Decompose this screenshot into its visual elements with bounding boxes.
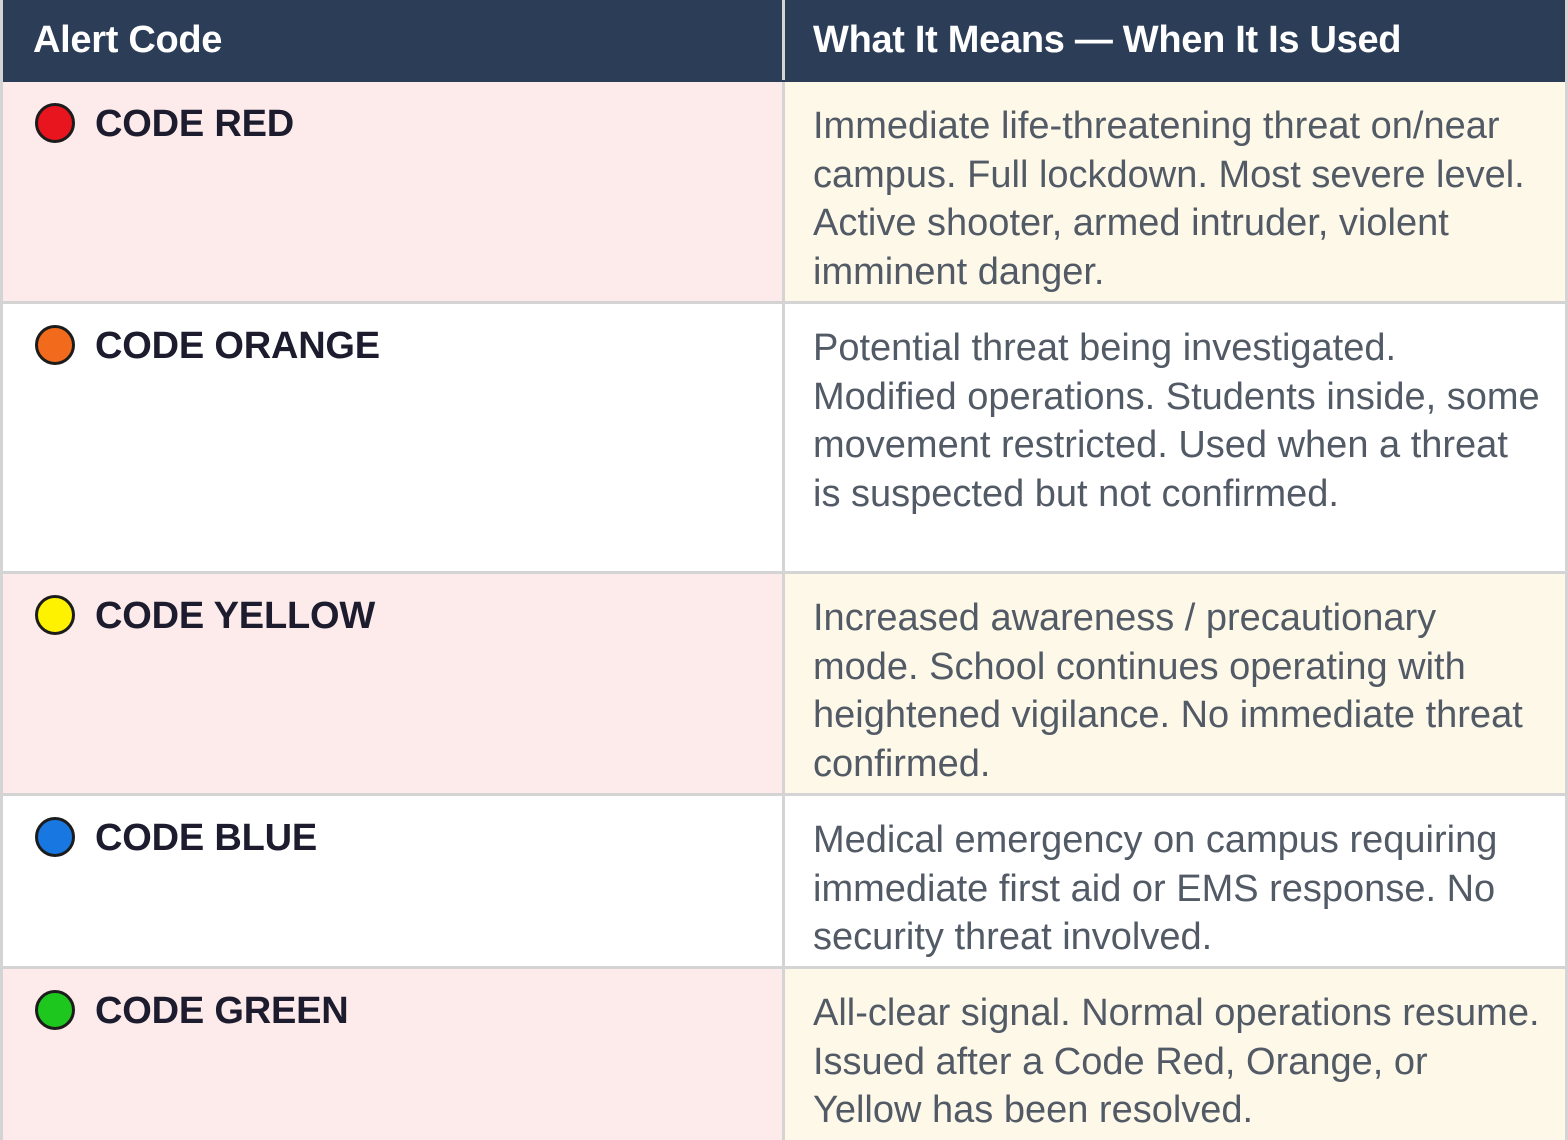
description-cell: Potential threat being investigated. Modified operations. Students inside, some movement restricted. Used when a threat is suspected but not confirmed. — [785, 304, 1565, 571]
description-cell: Medical emergency on campus requiring immediate first aid or EMS response. No security threat involved. — [785, 796, 1565, 966]
description-cell: Immediate life-threatening threat on/near campus. Full lockdown. Most severe level. Active shooter, armed intruder, violent imminent danger. — [785, 82, 1565, 301]
header-label-meaning: What It Means — When It Is Used — [813, 18, 1402, 61]
red-circle-icon — [35, 103, 75, 143]
table-row-code-yellow — [3, 574, 1565, 796]
header-label-alert-code: Alert Code — [33, 18, 223, 61]
code-label: CODE RED — [95, 103, 294, 145]
code-cell — [3, 969, 785, 1140]
description-cell: Increased awareness / precautionary mode. School continues operating with heightened vigilance. No immediate threat confirmed. — [785, 574, 1565, 793]
code-label: CODE YELLOW — [95, 595, 375, 637]
table-row-code-blue — [3, 796, 1565, 969]
code-label: CODE BLUE — [95, 817, 317, 859]
code-cell — [3, 82, 785, 301]
table-row-code-orange — [3, 304, 1565, 574]
header-cell-meaning — [785, 0, 1565, 80]
orange-circle-icon — [35, 325, 75, 365]
header-cell-alert-code — [3, 0, 785, 80]
table-header-row — [3, 0, 1565, 82]
code-cell — [3, 796, 785, 966]
code-cell — [3, 574, 785, 793]
table-row-code-green — [3, 969, 1565, 1140]
code-label: CODE ORANGE — [95, 325, 380, 367]
blue-circle-icon — [35, 817, 75, 857]
green-circle-icon — [35, 990, 75, 1030]
table-row-code-red — [3, 82, 1565, 304]
code-label: CODE GREEN — [95, 990, 349, 1032]
description-cell: All-clear signal. Normal operations resume. Issued after a Code Red, Orange, or Yellow has been resolved. — [785, 969, 1565, 1140]
yellow-circle-icon — [35, 595, 75, 635]
code-cell — [3, 304, 785, 571]
